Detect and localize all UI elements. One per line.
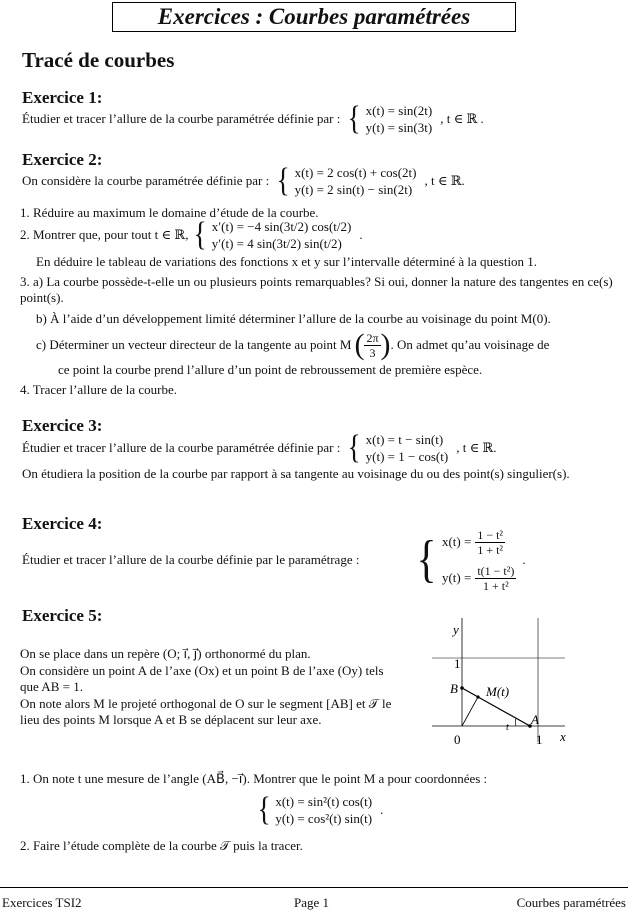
brace-icon: { — [276, 162, 290, 199]
exercise-2-q3c — [36, 330, 549, 360]
fraction-denominator: 1 + t² — [477, 542, 504, 557]
exercise-4-eq-x — [442, 524, 516, 560]
exercise-2-q3a-text: 3. a) La courbe possède-t-elle un ou plusieurs points remarquables? Si oui, donner la nature des tangentes en ce(s) point(s). — [20, 274, 613, 305]
exercise-2-q2-follow: En déduire le tableau de variations des fonctions x et y sur l’intervalle déterminé à la question 1. — [36, 254, 538, 269]
exercise-3-domain: , t ∈ ℝ. — [456, 440, 497, 455]
brace-icon: { — [416, 531, 437, 588]
exercise-3-statement — [22, 431, 497, 465]
label-one-x: 1 — [536, 732, 543, 747]
exercise-5-q2: 2. Faire l’étude complète de la courbe 𝒯 puis la tracer. — [20, 838, 303, 853]
exercise-2-intro: On considère la courbe paramétrée définie par : — [22, 173, 270, 188]
label-m: M(t) — [486, 684, 510, 699]
label-b: B — [450, 681, 458, 696]
exercise-4-heading: Exercice 4: — [22, 514, 103, 533]
point-b — [460, 686, 464, 690]
label-x: x — [560, 729, 566, 744]
paren-right-icon: ) — [380, 328, 391, 361]
fraction-denominator: 1 + t² — [482, 578, 509, 593]
brace-icon: { — [194, 216, 208, 253]
exercise-5-q1-end: . — [380, 802, 384, 817]
label-y: y — [453, 622, 459, 637]
fraction-numerator: 1 − t² — [477, 527, 504, 542]
page-title: Exercices : Courbes paramétrées — [112, 2, 516, 32]
exercise-4-x-fraction — [475, 528, 505, 557]
segment-om — [462, 697, 478, 726]
exercise-4-equations — [442, 524, 516, 596]
exercise-2-q4: 4. Tracer l’allure de la courbe. — [20, 382, 178, 397]
angle-arc — [515, 718, 516, 726]
footer-rule — [0, 887, 628, 888]
exercise-1-eq-x: x(t) = sin(2t) — [365, 103, 433, 118]
exercise-1-heading: Exercice 1: — [22, 88, 103, 107]
exercise-4-eq-y — [442, 560, 516, 596]
exercise-2-q3a — [20, 274, 626, 306]
exercise-2-eq-y: y(t) = 2 sin(t) − sin(2t) — [294, 182, 413, 197]
exercise-2-q3c-pre: c) Déterminer un vecteur directeur de la tangente au point M — [36, 337, 352, 352]
exercise-2-heading: Exercice 2: — [22, 150, 103, 169]
exercise-3-follow: On étudiera la position de la courbe par rapport à sa tangente au voisinage du ou des point(s) singulier(s). — [22, 466, 570, 481]
exercise-5-body — [20, 646, 392, 729]
exercise-2-q2-eq-y: y′(t) = 4 sin(3t/2) sin(t/2) — [211, 236, 342, 251]
exercise-2-eq-x: x(t) = 2 cos(t) + cos(2t) — [294, 165, 417, 180]
exercise-2-q2-intro: 2. Montrer que, pour tout t ∈ ℝ, — [20, 227, 189, 242]
exercise-2-system — [295, 164, 417, 198]
footer-page: Page 1 — [294, 895, 330, 910]
exercise-4-end: . — [522, 552, 526, 567]
exercise-5-heading: Exercice 5: — [22, 606, 103, 625]
brace-icon: { — [347, 429, 362, 466]
fraction-numerator: t(1 − t²) — [477, 563, 515, 578]
exercise-2-q2-system — [212, 218, 352, 252]
exercise-2-q1: 1. Réduire au maximum le domaine d’étude de la courbe. — [20, 205, 319, 220]
footer-right: Courbes paramétrées — [516, 895, 626, 910]
footer-left: Exercices TSI2 — [2, 895, 82, 910]
exercise-2-q3c-fraction — [364, 331, 380, 360]
exercise-2-q2-eq-x: x′(t) = −4 sin(3t/2) cos(t/2) — [211, 219, 352, 234]
exercise-2-q2 — [20, 218, 363, 252]
exercise-2-statement — [22, 164, 465, 198]
exercise-5-p2: On considère un point A de l’axe (Ox) et un point B de l’axe (Oy) tels que AB = 1. — [20, 662, 384, 694]
exercise-3-system — [366, 431, 449, 465]
label-one-y: 1 — [454, 656, 461, 671]
exercise-3-eq-x: x(t) = t − sin(t) — [365, 432, 444, 447]
brace-icon: { — [257, 791, 271, 828]
exercise-5-q1-system-wrap — [256, 793, 383, 827]
exercise-1-eq-y: y(t) = sin(3t) — [365, 120, 433, 135]
exercise-5-p1: On se place dans un repère (O; i⃗, j⃗) orthonormé du plan. — [20, 646, 311, 661]
exercise-4-x-lhs: x(t) = — [441, 534, 472, 549]
exercise-2-q3c-line2: ce point la courbe prend l’allure d’un point de rebroussement de première espèce. — [58, 362, 483, 377]
fraction-denominator: 3 — [369, 345, 376, 360]
point-m — [476, 695, 479, 698]
exercise-1-intro: Étudier et tracer l’allure de la courbe paramétrée définie par : — [22, 111, 341, 126]
exercise-2-domain: , t ∈ ℝ. — [424, 173, 465, 188]
exercise-5-eq-x: x(t) = sin²(t) cos(t) — [275, 794, 373, 809]
exercise-4-intro: Étudier et tracer l’allure de la courbe définie par le paramétrage : — [22, 552, 360, 567]
exercise-1-statement — [22, 102, 484, 136]
exercise-2-q2-end: . — [359, 227, 363, 242]
exercise-3-heading: Exercice 3: — [22, 416, 103, 435]
label-t: t — [506, 722, 509, 733]
brace-icon: { — [347, 100, 362, 137]
label-a: A — [531, 712, 539, 727]
fraction-numerator: 2π — [366, 330, 379, 345]
exercise-5-p3: On note alors M le projeté orthogonal de O sur le segment [AB] et 𝒯 le lieu des points M lorsque A et B se déplacent sur leur axe. — [20, 695, 392, 727]
paren-left-icon: ( — [354, 328, 365, 361]
exercise-1-system — [366, 102, 433, 136]
exercise-4-y-fraction — [475, 564, 516, 593]
exercise-5-eq-y: y(t) = cos²(t) sin(t) — [275, 811, 373, 826]
exercise-2-q3c-post: . On admet qu’au voisinage de — [390, 337, 550, 352]
exercise-5-q1-system — [275, 793, 372, 827]
exercise-5-q1: 1. On note t une mesure de l’angle (AB⃗, −i⃗). Montrer que le point M a pour coordonnées : — [20, 771, 488, 786]
exercise-3-eq-y: y(t) = 1 − cos(t) — [365, 449, 449, 464]
exercise-4-y-lhs: y(t) = — [441, 570, 472, 585]
exercise-1-domain: , t ∈ ℝ . — [440, 111, 484, 126]
label-origin: 0 — [454, 732, 461, 747]
exercise-5-figure — [420, 618, 620, 750]
exercise-3-intro: Étudier et tracer l’allure de la courbe paramétrée définie par : — [22, 440, 341, 455]
exercise-4-system — [414, 524, 526, 596]
section-title: Tracé de courbes — [22, 48, 175, 72]
exercise-2-q3b: b) À l’aide d’un développement limité déterminer l’allure de la courbe au voisinage du point M(0). — [36, 311, 551, 326]
